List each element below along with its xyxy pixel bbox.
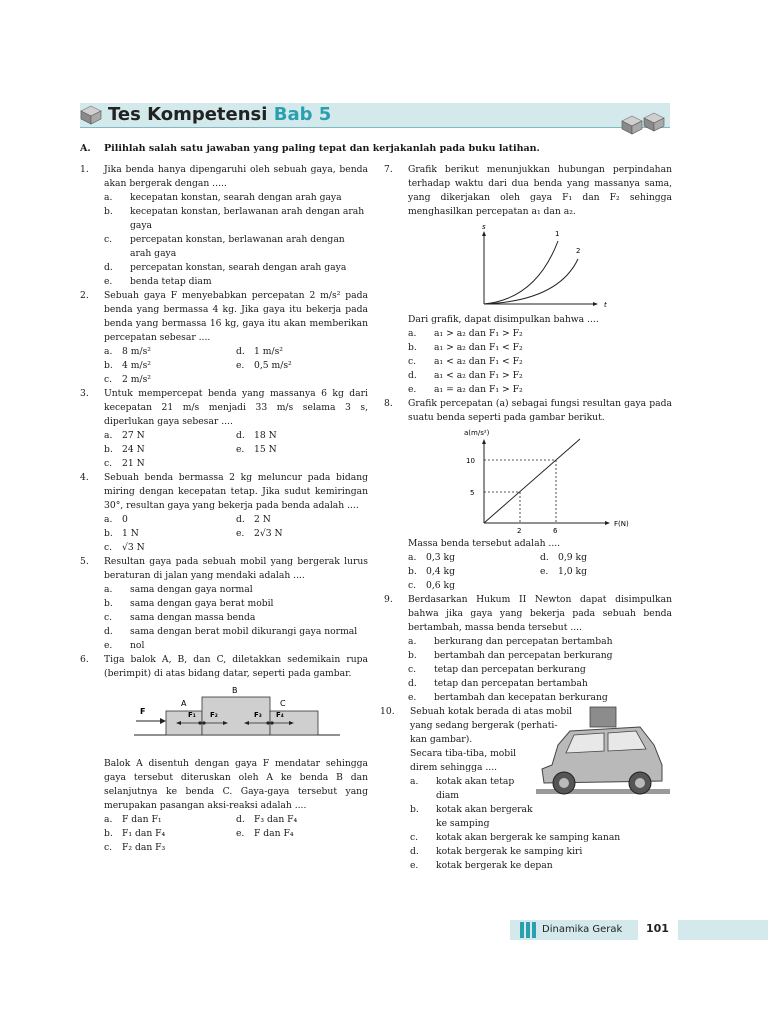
question-number: 6. [80, 654, 89, 665]
graph-a-vs-f [408, 425, 672, 537]
option: a. 0,3 kg [408, 552, 455, 563]
option: e. 1,0 kg [540, 566, 587, 577]
option: a. F dan F₁ [104, 814, 162, 825]
question-text: Grafik percepatan (a) sebagai fungsi resultan gaya pada suatu benda seperti pada gambar berikut. [408, 398, 672, 423]
x-tick-2: 2 [517, 527, 522, 535]
graph-ylabel: a(m/s²) [464, 429, 490, 437]
block-label-a: A [181, 699, 187, 708]
option: d. 18 N [236, 430, 277, 441]
instruction-label: A. [80, 143, 91, 154]
options-grid [104, 345, 368, 387]
option: b. 0,4 kg [408, 566, 455, 577]
option: diam [436, 790, 460, 801]
option: d. percepatan konstan, searah dengan arah gaya [104, 262, 347, 273]
graph-s-vs-t [408, 219, 672, 313]
question-text: Berdasarkan Hukum II Newton dapat disimpulkan bahwa jika gaya yang bekerja pada sebuah benda bertambah, massa benda tersebut .... [408, 594, 672, 633]
question-text-line: kan gambar). [410, 734, 473, 745]
option: c. sama dengan massa benda [104, 612, 256, 623]
option: a. kotak akan tetap [410, 776, 515, 787]
question-text-continued: Dari grafik, dapat disimpulkan bahwa .... [408, 314, 599, 325]
question-text: Tiga balok A, B, dan C, diletakkan sedemikain rupa (berimpit) di atas bidang datar, seperti pada gambar. [104, 654, 368, 679]
option: a. 8 m/s² [104, 346, 151, 357]
option: a. berkurang dan percepatan bertambah [408, 636, 613, 647]
footer-stripes-icon [520, 922, 536, 938]
graph-xlabel: F(N) [614, 520, 629, 528]
header-underline [80, 127, 670, 128]
option: e. F dan F₄ [236, 828, 294, 839]
option: b. kotak akan bergerak [410, 804, 533, 815]
cube-icon [80, 105, 102, 125]
options-grid [104, 813, 368, 855]
option: b. F₁ dan F₄ [104, 828, 166, 839]
option: c. a₁ < a₂ dan F₁ < F₂ [408, 356, 523, 367]
option: b. bertambah dan percepatan berkurang [408, 650, 613, 661]
instruction [80, 143, 680, 154]
question-text-line: yang sedang bergerak (perhati- [410, 720, 558, 731]
question-number: 2. [80, 290, 89, 301]
question-8 [384, 397, 672, 593]
question-number: 10. [380, 706, 395, 717]
question-text: Untuk mempercepat benda yang massanya 6 kg dari kecepatan 21 m/s menjadi 33 m/s selama 3 s, diperlukan gaya sebesar .... [104, 388, 368, 427]
question-text: Sebuah gaya F menyebabkan percepatan 2 m/s² pada benda yang bermassa 4 kg. Jika gaya itu bekerja pada benda yang bermassa 16 kg, gaya itu akan memberikan percepatan sebesar .... [104, 290, 368, 343]
question-number: 5. [80, 556, 89, 567]
force-label-f1: F₁ [188, 711, 196, 719]
option: c. 21 N [104, 458, 145, 469]
curve-label-1: 1 [555, 230, 560, 238]
option: a. 27 N [104, 430, 145, 441]
curve-label-2: 2 [576, 247, 581, 255]
option: c. percepatan konstan, berlawanan arah dengan arah gaya [104, 234, 345, 259]
force-label-f: F [140, 707, 146, 716]
question-number: 8. [384, 398, 393, 409]
force-label-f4: F₄ [276, 711, 284, 719]
question-number: 3. [80, 388, 89, 399]
option: b. 24 N [104, 444, 145, 455]
option: c. 0,6 kg [408, 580, 455, 591]
y-tick-10: 10 [466, 457, 475, 465]
option: d. 2 N [236, 514, 271, 525]
blocks-figure [104, 681, 368, 757]
question-number: 7. [384, 164, 393, 175]
question-text-continued: Balok A disentuh dengan gaya F mendatar sehingga gaya tersebut diteruskan oleh A ke benda B dan selanjutnya ke benda C. Gaya-gaya tersebut yang merupakan pasangan aksi-reaksi adalah .... [104, 758, 368, 811]
option: a. sama dengan gaya normal [104, 584, 253, 595]
question-text-line: Secara tiba-tiba, mobil [410, 748, 517, 759]
question-text-continued: Massa benda tersebut adalah .... [408, 538, 561, 549]
option: c. tetap dan percepatan berkurang [408, 664, 586, 675]
option: e. kotak bergerak ke depan [410, 860, 553, 871]
option: b. sama dengan gaya berat mobil [104, 598, 274, 609]
question-text-line: direm sehingga .... [410, 762, 498, 773]
option: d. kotak bergerak ke samping kiri [410, 846, 583, 857]
option: c. kotak akan bergerak ke samping kanan [410, 832, 621, 843]
option: a. kecepatan konstan, searah dengan arah gaya [104, 192, 342, 203]
title-accent: Bab 5 [273, 104, 332, 125]
option: a. 0 [104, 514, 128, 525]
question-text: Sebuah benda bermassa 2 kg meluncur pada bidang miring dengan kecepatan tetap. Jika sudut kemiringan 30°, resultan gaya yang bekerja pada benda adalah .... [104, 472, 368, 511]
option: a. a₁ > a₂ dan F₁ > F₂ [408, 328, 523, 339]
question-5 [80, 555, 368, 653]
option: e. 0,5 m/s² [236, 360, 292, 371]
right-column [380, 163, 672, 873]
option: c. F₂ dan F₃ [104, 842, 166, 853]
block-label-c: C [280, 699, 286, 708]
footer-chapter-name: Dinamika Gerak [542, 924, 623, 935]
page-number: 101 [646, 922, 669, 935]
question-4 [80, 471, 368, 555]
question-10 [380, 705, 672, 873]
graph-ylabel: s [482, 223, 486, 231]
force-label-f3: F₃ [254, 711, 262, 719]
option: e. nol [104, 640, 145, 651]
y-tick-5: 5 [470, 489, 475, 497]
options-grid [408, 551, 672, 593]
option: b. 4 m/s² [104, 360, 151, 371]
left-column [80, 163, 368, 855]
option: d. 1 m/s² [236, 346, 283, 357]
question-number: 9. [384, 594, 393, 605]
option: d. F₃ dan F₄ [236, 814, 298, 825]
option: ke samping [436, 818, 490, 829]
title-main: Tes Kompetensi [108, 104, 268, 125]
question-text-line: Sebuah kotak berada di atas mobil [410, 706, 573, 717]
option: e. 2√3 N [236, 528, 283, 539]
option: b. 1 N [104, 528, 139, 539]
block-label-b: B [232, 686, 238, 695]
question-7 [384, 163, 672, 397]
x-tick-6: 6 [553, 527, 558, 535]
question-6 [80, 653, 368, 855]
instruction-text: Pilihlah salah satu jawaban yang paling tepat dan kerjakanlah pada buku latihan. [104, 143, 540, 154]
question-text: Grafik berikut menunjukkan hubungan perpindahan terhadap waktu dari dua benda yang massanya sama, yang dikerjakan oleh gaya F₁ dan F₂ sehingga menghasilkan percepatan a₁ dan a₂. [408, 164, 672, 217]
question-2 [80, 289, 368, 387]
force-label-f2: F₂ [210, 711, 218, 719]
option: b. a₁ > a₂ dan F₁ < F₂ [408, 342, 523, 353]
option: d. a₁ < a₂ dan F₁ > F₂ [408, 370, 523, 381]
option: e. 15 N [236, 444, 277, 455]
cubes-decoration-icon [620, 112, 670, 138]
option: b. kecepatan konstan, berlawanan arah dengan arah gaya [104, 206, 365, 231]
option: c. √3 N [104, 542, 145, 553]
question-9 [384, 593, 672, 705]
question-number: 4. [80, 472, 89, 483]
option: e. bertambah dan kecepatan berkurang [408, 692, 608, 703]
question-text: Resultan gaya pada sebuah mobil yang bergerak lurus beraturan di jalan yang mendaki adalah .... [104, 556, 368, 581]
option: d. tetap dan percepatan bertambah [408, 678, 588, 689]
question-3 [80, 387, 368, 471]
question-number: 1. [80, 164, 89, 175]
option: c. 2 m/s² [104, 374, 151, 385]
graph-xlabel: t [604, 301, 607, 309]
question-text: Jika benda hanya dipengaruhi oleh sebuah gaya, benda akan bergerak dengan ..... [104, 164, 368, 189]
option: d. sama dengan berat mobil dikurangi gaya normal [104, 626, 358, 637]
option: d. 0,9 kg [540, 552, 587, 563]
chapter-test-title [108, 103, 331, 127]
options-grid [104, 513, 368, 555]
option: e. benda tetap diam [104, 276, 212, 287]
question-1 [80, 163, 368, 289]
option: e. a₁ = a₂ dan F₁ > F₂ [408, 384, 523, 395]
options-grid [104, 429, 368, 471]
